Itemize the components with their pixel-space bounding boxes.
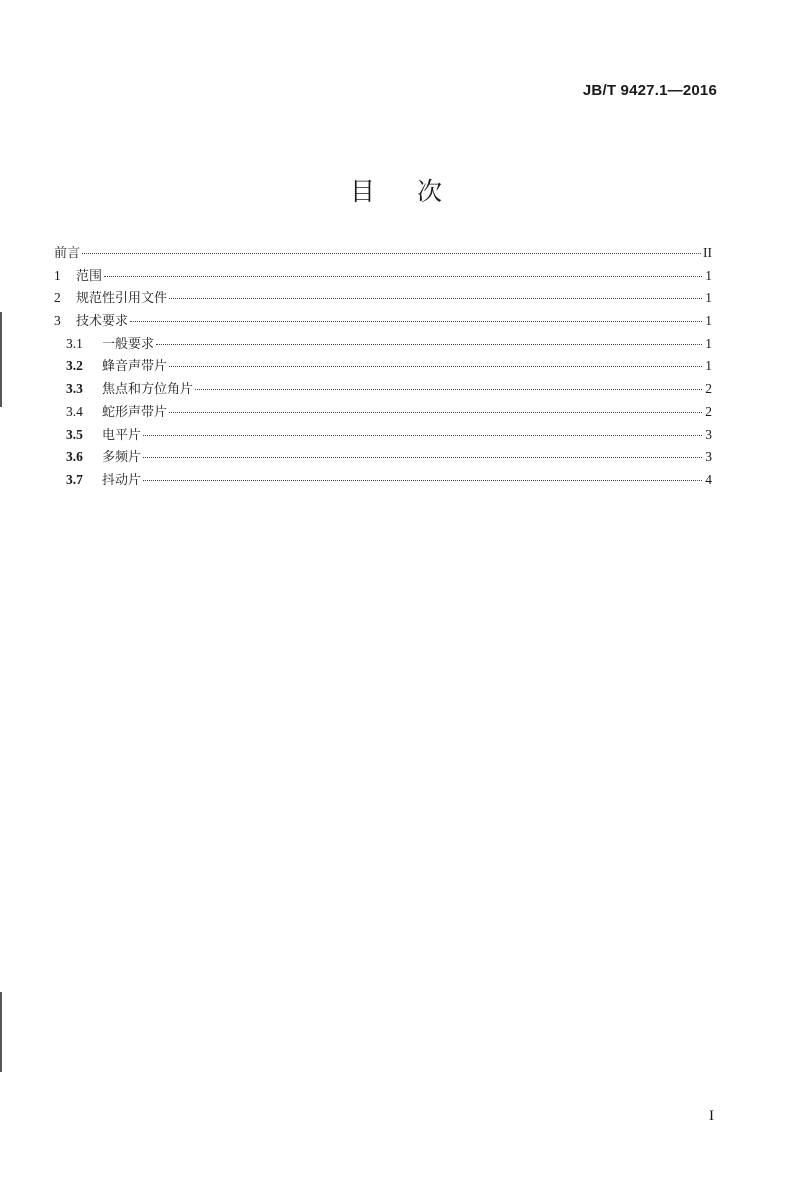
dot-leader — [169, 298, 702, 299]
toc-entry-foreword[interactable] — [54, 242, 712, 265]
toc-entry-page: 1 — [705, 335, 712, 351]
dot-leader — [156, 344, 702, 345]
toc-subentry[interactable] — [54, 401, 712, 424]
toc-entry-label: 范围 — [76, 268, 103, 284]
dot-leader — [143, 480, 702, 481]
table-of-contents — [54, 242, 712, 492]
toc-title-left: 目 — [349, 177, 375, 206]
toc-subentry[interactable] — [54, 355, 712, 378]
toc-entry-page: 4 — [705, 471, 712, 487]
document-code: JB/T 9427.1—2016 — [582, 82, 717, 99]
toc-entry-page: II — [703, 245, 712, 260]
toc-entry-number: 3.1 — [66, 335, 83, 351]
toc-entry-label: 焦点和方位角片 — [102, 382, 194, 398]
toc-entry-scope[interactable] — [54, 265, 712, 288]
toc-entry-number: 1 — [54, 267, 61, 283]
toc-entry-label: 一般要求 — [102, 336, 155, 352]
toc-entry-page: 3 — [705, 449, 712, 465]
toc-entry-page: 2 — [705, 403, 712, 419]
toc-entry-label: 前言 — [54, 246, 81, 261]
toc-entry-label: 多频片 — [102, 450, 142, 466]
dot-leader — [169, 412, 702, 413]
toc-entry-label: 规范性引用文件 — [76, 291, 168, 307]
toc-entry-number: 3.5 — [66, 426, 83, 442]
toc-entry-number: 3.3 — [66, 381, 83, 397]
toc-entry-number: 3.6 — [66, 449, 83, 465]
toc-entry-label: 抖动片 — [102, 472, 142, 488]
dot-leader — [82, 253, 701, 254]
toc-entry-normative-references[interactable] — [54, 287, 712, 310]
toc-entry-technical-requirements[interactable] — [54, 310, 712, 333]
toc-entry-number: 3.2 — [66, 358, 83, 374]
toc-entry-number: 2 — [54, 290, 61, 306]
dot-leader — [143, 435, 702, 436]
toc-entry-label: 技术要求 — [76, 314, 129, 330]
dot-leader — [195, 389, 702, 390]
toc-entry-page: 1 — [705, 267, 712, 283]
toc-entry-page: 1 — [705, 358, 712, 374]
page-folio: I — [709, 1108, 714, 1124]
toc-subentry[interactable] — [54, 333, 712, 356]
toc-entry-label: 蜂音声带片 — [102, 359, 168, 375]
toc-title — [0, 172, 792, 208]
toc-entry-number: 3.7 — [66, 471, 83, 487]
scan-edge-mark — [0, 992, 2, 1072]
toc-subentry[interactable] — [54, 424, 712, 447]
dot-leader — [143, 457, 702, 458]
toc-entry-label: 蛇形声带片 — [102, 404, 168, 420]
toc-subentry[interactable] — [54, 469, 712, 492]
toc-entry-page: 1 — [705, 313, 712, 329]
toc-entry-number: 3 — [54, 313, 61, 329]
toc-entry-label: 电平片 — [102, 427, 142, 443]
dot-leader — [104, 276, 702, 277]
toc-subentry[interactable] — [54, 446, 712, 469]
dot-leader — [130, 321, 702, 322]
toc-entry-page: 2 — [705, 381, 712, 397]
dot-leader — [169, 366, 702, 367]
toc-subentry[interactable] — [54, 378, 712, 401]
toc-entry-number: 3.4 — [66, 403, 83, 419]
toc-entry-page: 3 — [705, 426, 712, 442]
toc-entry-page: 1 — [705, 290, 712, 306]
scan-edge-mark — [0, 312, 2, 407]
toc-title-right: 次 — [417, 177, 443, 206]
